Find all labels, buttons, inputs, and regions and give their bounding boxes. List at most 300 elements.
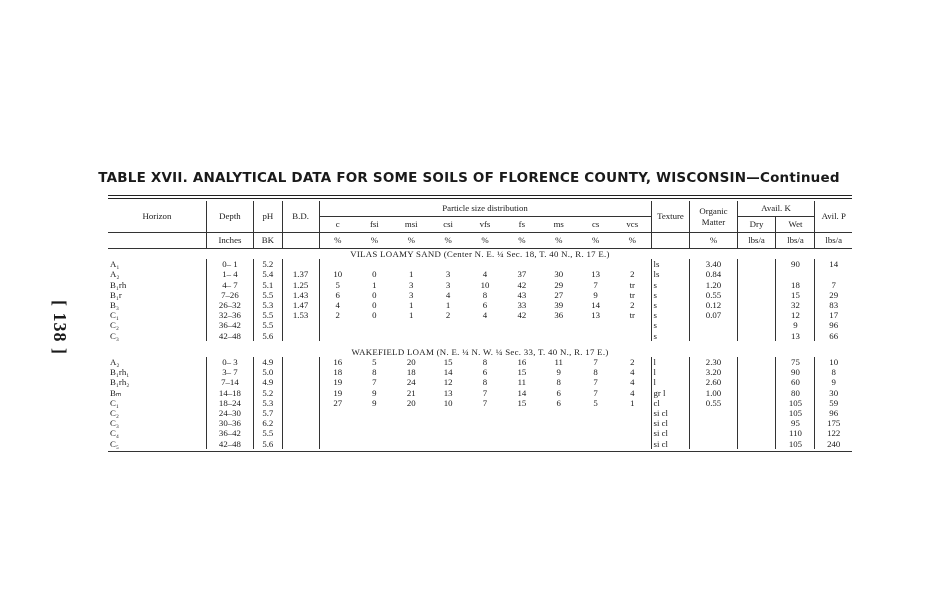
unit-texture (651, 233, 690, 249)
horizon-cell (108, 259, 206, 269)
psd-cell: 13 (591, 310, 600, 321)
psd-cell (503, 439, 540, 449)
p-cell: 8 (831, 367, 836, 378)
ph-cell: 5.5 (253, 310, 282, 320)
psd-cell (540, 439, 577, 449)
psd-cell (540, 320, 577, 330)
table-row (108, 290, 852, 300)
om-cell: 0.12 (690, 300, 737, 310)
col-ph: pH (253, 201, 282, 233)
p-cell: 17 (829, 310, 839, 321)
table-row (108, 418, 852, 428)
psd-cell (430, 418, 467, 428)
k-dry-cell (737, 367, 776, 377)
p-cell (815, 269, 852, 279)
psd-cell: 2 (614, 269, 651, 279)
psd-cell (393, 428, 430, 438)
depth-cell: 7–14 (206, 377, 253, 387)
psd-cell: 43 (517, 289, 527, 300)
psd-cell (356, 259, 393, 269)
horizon-name: C₁ (110, 310, 119, 321)
psd-cell (467, 428, 504, 438)
bd-cell: 1.47 (282, 300, 319, 310)
table-row (108, 388, 852, 398)
psd-cell: 1 (409, 269, 414, 280)
col-avail-k: Avail. K (737, 201, 815, 217)
psd-cell: 14 (443, 367, 453, 378)
horizon-name: A₁ (110, 259, 120, 270)
psd-cell (614, 331, 651, 341)
bd-cell (282, 259, 319, 269)
psd-cell: 19 (333, 387, 343, 398)
psd-cell: 10 (480, 279, 490, 290)
psd-cell: tr (614, 310, 651, 320)
bd-cell: 1.25 (282, 280, 319, 290)
psd-cell: 7 (482, 387, 488, 398)
om-cell: 2.30 (690, 357, 737, 367)
col-psd-fs: fs (503, 217, 540, 233)
bd-cell (282, 357, 319, 367)
psd-cell: 3 (409, 289, 414, 300)
psd-cell: tr (614, 280, 651, 290)
col-psd-cs: cs (577, 217, 614, 233)
horizon-cell (108, 290, 206, 300)
k-dry-cell (737, 300, 776, 310)
psd-cell (577, 428, 614, 438)
psd-cell: 4 (614, 377, 651, 387)
k-wet-cell: 105 (776, 408, 815, 418)
p-cell: 29 (829, 289, 839, 300)
ph-cell: 4.9 (253, 357, 282, 367)
om-cell (690, 428, 737, 438)
psd-cell: 42 (517, 310, 527, 321)
depth-cell: 4– 7 (206, 280, 253, 290)
psd-cell: 6 (482, 300, 488, 311)
texture-cell: si cl (651, 428, 690, 438)
depth-cell: 3– 7 (206, 367, 253, 377)
psd-cell: 27 (554, 289, 564, 300)
k-dry-cell (737, 377, 776, 387)
bd-cell (282, 408, 319, 418)
bd-cell (282, 377, 319, 387)
psd-cell (503, 331, 540, 341)
k-wet-cell: 18 (776, 280, 815, 290)
p-cell: 10 (829, 357, 839, 368)
psd-cell: 10 (443, 397, 453, 408)
col-psd-fsi: fsi (356, 217, 393, 233)
horizon-name: C₃ (110, 418, 119, 429)
horizon-cell (108, 428, 206, 438)
k-wet-cell: 80 (776, 388, 815, 398)
psd-cell: 12 (443, 377, 453, 388)
psd-cell: 8 (482, 377, 488, 388)
analytical-data-table (108, 201, 852, 452)
horizon-name: C₄ (110, 428, 119, 439)
horizon-name: A₂ (110, 269, 120, 280)
k-dry-cell (737, 408, 776, 418)
horizon-cell (108, 310, 206, 320)
psd-cell: 36 (554, 310, 564, 321)
om-cell: 3.20 (690, 367, 737, 377)
psd-cell (356, 331, 393, 341)
texture-cell: l (651, 377, 690, 387)
horizon-cell (108, 398, 206, 408)
psd-cell: 2 (614, 300, 651, 310)
psd-cell: 0 (372, 310, 377, 321)
psd-cell: 21 (406, 387, 416, 398)
horizon-name: B₁rh (110, 279, 127, 290)
om-cell: 1.20 (690, 280, 737, 290)
psd-cell (430, 320, 467, 330)
horizon-cell (108, 269, 206, 279)
ph-cell: 5.4 (253, 269, 282, 279)
bd-cell: 1.43 (282, 290, 319, 300)
table-row (108, 320, 852, 330)
table-row (108, 408, 852, 418)
unit-psd: % (393, 233, 430, 249)
ph-cell: 5.6 (253, 439, 282, 449)
psd-cell: 8 (482, 289, 488, 300)
psd-cell: 1 (372, 279, 377, 290)
psd-cell (614, 259, 651, 269)
k-dry-cell (737, 259, 776, 269)
om-cell: 2.60 (690, 377, 737, 387)
horizon-cell (108, 320, 206, 330)
psd-cell: 1 (409, 310, 414, 321)
unit-bd (282, 233, 319, 249)
psd-cell (430, 439, 467, 449)
bd-cell: 1.37 (282, 269, 319, 279)
texture-cell: gr l (651, 388, 690, 398)
psd-cell (467, 408, 504, 418)
depth-cell: 14–18 (206, 388, 253, 398)
horizon-cell (108, 357, 206, 367)
depth-cell: 30–36 (206, 418, 253, 428)
col-psd-vfs: vfs (467, 217, 504, 233)
top-rule-double (108, 198, 852, 199)
psd-cell: 15 (517, 397, 527, 408)
ph-cell: 5.1 (253, 280, 282, 290)
section-title-row (108, 347, 852, 357)
horizon-name: C₂ (110, 320, 119, 331)
psd-cell: 11 (517, 377, 527, 388)
psd-cell: 7 (593, 387, 598, 398)
psd-cell (319, 331, 356, 341)
k-wet-cell: 105 (776, 398, 815, 408)
psd-cell: 1 (614, 398, 651, 408)
horizon-name: C₃ (110, 330, 119, 341)
psd-cell (393, 408, 430, 418)
bd-cell (282, 367, 319, 377)
psd-cell (503, 418, 540, 428)
om-cell (690, 418, 737, 428)
k-wet-cell: 90 (776, 367, 815, 377)
psd-cell: 3 (445, 279, 451, 290)
k-dry-cell (737, 428, 776, 438)
psd-cell: 19 (333, 377, 343, 388)
texture-cell: si cl (651, 439, 690, 449)
depth-cell: 42–48 (206, 439, 253, 449)
ph-cell: 5.5 (253, 428, 282, 438)
p-cell: 30 (829, 387, 839, 398)
k-wet-cell (776, 269, 815, 279)
ph-cell: 6.2 (253, 418, 282, 428)
table-row (108, 300, 852, 310)
om-cell: 3.40 (690, 259, 737, 269)
horizon-cell (108, 331, 206, 341)
unit-om: % (690, 233, 737, 249)
horizon-name: C₅ (110, 438, 119, 449)
psd-cell: 7 (372, 377, 377, 388)
psd-cell: 5 (335, 279, 340, 290)
unit-p: lbs/a (815, 233, 852, 249)
psd-cell (467, 331, 504, 341)
unit-psd: % (467, 233, 504, 249)
k-wet-cell: 90 (776, 259, 815, 269)
psd-cell: 9 (372, 397, 377, 408)
psd-cell: 0 (372, 269, 377, 280)
k-dry-cell (737, 290, 776, 300)
unit-psd: % (577, 233, 614, 249)
psd-cell (393, 259, 430, 269)
col-psd-group: Particle size distribution (319, 201, 651, 217)
psd-cell: 39 (554, 300, 564, 311)
psd-cell: 4 (335, 300, 340, 311)
k-wet-cell: 105 (776, 439, 815, 449)
psd-cell: 8 (482, 357, 488, 368)
bd-cell (282, 320, 319, 330)
unit-horizon (108, 233, 206, 249)
om-cell: 0.55 (690, 398, 737, 408)
bd-cell (282, 398, 319, 408)
p-cell: 59 (829, 397, 839, 408)
col-k-wet: Wet (776, 217, 815, 233)
texture-cell: s (651, 320, 690, 330)
unit-psd: % (430, 233, 467, 249)
psd-cell: 3 (445, 269, 451, 280)
psd-cell: 15 (517, 367, 527, 378)
psd-cell: 2 (335, 310, 340, 321)
k-dry-cell (737, 280, 776, 290)
psd-cell: 29 (554, 279, 564, 290)
psd-cell (319, 320, 356, 330)
depth-cell: 18–24 (206, 398, 253, 408)
col-k-dry: Dry (737, 217, 776, 233)
om-cell (690, 439, 737, 449)
psd-cell: 0 (372, 300, 377, 311)
col-organic-matter: Organic Matter (690, 201, 737, 233)
horizon-cell (108, 280, 206, 290)
psd-cell: 6 (335, 289, 340, 300)
psd-cell (467, 439, 504, 449)
p-cell: 96 (829, 408, 839, 419)
unit-psd: % (540, 233, 577, 249)
k-wet-cell: 32 (776, 300, 815, 310)
psd-cell: 24 (406, 377, 416, 388)
psd-cell: 4 (445, 289, 451, 300)
table-title: TABLE XVII. ANALYTICAL DATA FOR SOME SOILS OF FLORENCE COUNTY, WISCONSIN—Continued (98, 170, 840, 186)
psd-cell (319, 259, 356, 269)
ph-cell: 5.3 (253, 398, 282, 408)
table-row (108, 377, 852, 387)
psd-cell: 7 (482, 397, 488, 408)
psd-cell (356, 408, 393, 418)
psd-cell: 4 (614, 367, 651, 377)
k-wet-cell: 75 (776, 357, 815, 367)
ph-cell: 5.6 (253, 331, 282, 341)
psd-cell: 11 (554, 357, 563, 368)
unit-ph: BK (253, 233, 282, 249)
om-cell (690, 320, 737, 330)
psd-cell (614, 428, 651, 438)
depth-cell: 36–42 (206, 320, 253, 330)
table-row (108, 259, 852, 269)
psd-cell (577, 418, 614, 428)
om-cell: 0.07 (690, 310, 737, 320)
col-bd: B.D. (282, 201, 319, 233)
psd-cell: 14 (591, 300, 600, 311)
texture-cell: cl (651, 398, 690, 408)
bottom-rule-cell (108, 449, 852, 452)
horizon-cell (108, 388, 206, 398)
unit-psd: % (356, 233, 393, 249)
k-wet-cell: 60 (776, 377, 815, 387)
ph-cell: 5.5 (253, 320, 282, 330)
psd-cell (614, 439, 651, 449)
unit-k-wet: lbs/a (776, 233, 815, 249)
k-wet-cell: 13 (776, 331, 815, 341)
psd-cell: 4 (482, 269, 488, 280)
horizon-cell (108, 408, 206, 418)
k-wet-cell: 95 (776, 418, 815, 428)
psd-cell: 6 (556, 397, 561, 408)
table-row (108, 357, 852, 367)
k-dry-cell (737, 269, 776, 279)
horizon-cell (108, 418, 206, 428)
p-cell: 240 (827, 438, 841, 449)
psd-cell (467, 259, 504, 269)
k-dry-cell (737, 418, 776, 428)
psd-cell: 14 (517, 387, 527, 398)
p-cell: 14 (829, 259, 839, 270)
psd-cell: 33 (517, 300, 527, 311)
psd-cell (467, 320, 504, 330)
horizon-name: C₂ (110, 408, 119, 419)
table-row (108, 310, 852, 320)
col-avil-p: Avil. P (815, 201, 852, 233)
psd-cell: 16 (517, 357, 527, 368)
psd-cell: 42 (517, 279, 527, 290)
psd-cell (503, 320, 540, 330)
table-row (108, 367, 852, 377)
psd-cell (503, 259, 540, 269)
psd-cell: 4 (482, 310, 488, 321)
psd-cell (430, 259, 467, 269)
k-dry-cell (737, 320, 776, 330)
k-wet-cell: 12 (776, 310, 815, 320)
psd-cell (614, 320, 651, 330)
depth-cell: 24–30 (206, 408, 253, 418)
psd-cell: 9 (372, 387, 377, 398)
k-dry-cell (737, 357, 776, 367)
psd-cell (393, 320, 430, 330)
psd-cell: 3 (409, 279, 414, 290)
bd-cell (282, 428, 319, 438)
psd-cell: 7 (593, 377, 598, 388)
psd-cell: 1 (445, 300, 451, 311)
unit-depth: Inches (206, 233, 253, 249)
horizon-cell (108, 439, 206, 449)
psd-cell: 37 (517, 269, 527, 280)
psd-cell: 7 (593, 279, 598, 290)
ph-cell: 5.2 (253, 388, 282, 398)
psd-cell: 20 (406, 397, 416, 408)
psd-cell: 5 (593, 397, 598, 408)
depth-cell: 1– 4 (206, 269, 253, 279)
bd-cell: 1.53 (282, 310, 319, 320)
psd-cell (393, 331, 430, 341)
horizon-name: Bₘ (110, 387, 122, 398)
col-psd-c: c (319, 217, 356, 233)
bd-cell (282, 388, 319, 398)
table-row (108, 428, 852, 438)
unit-psd: % (503, 233, 540, 249)
horizon-name: C₁ (110, 397, 119, 408)
psd-cell: 18 (333, 367, 343, 378)
k-dry-cell (737, 439, 776, 449)
psd-cell: 2 (614, 357, 651, 367)
om-cell (690, 408, 737, 418)
p-cell: 7 (831, 279, 836, 290)
psd-cell (319, 408, 356, 418)
psd-cell: 6 (482, 367, 488, 378)
section-title: WAKEFIELD LOAM (N. E. ¼ N. W. ¼ Sec. 33, T. 40 N., R. 17 E.) (351, 346, 609, 357)
psd-cell (577, 331, 614, 341)
psd-cell: 9 (593, 289, 598, 300)
psd-cell (319, 418, 356, 428)
horizon-name: B₁rh₁ (110, 367, 130, 378)
psd-cell (356, 428, 393, 438)
depth-cell: 0– 3 (206, 357, 253, 367)
k-wet-cell: 9 (776, 320, 815, 330)
depth-cell: 7–26 (206, 290, 253, 300)
psd-cell (540, 408, 577, 418)
psd-cell (503, 428, 540, 438)
psd-cell: 2 (445, 310, 451, 321)
table-row (108, 280, 852, 290)
p-cell: 175 (827, 418, 841, 429)
psd-cell (614, 418, 651, 428)
k-dry-cell (737, 310, 776, 320)
texture-cell: s (651, 280, 690, 290)
depth-cell: 26–32 (206, 300, 253, 310)
depth-cell: 32–36 (206, 310, 253, 320)
psd-cell (356, 439, 393, 449)
psd-cell: 30 (554, 269, 564, 280)
psd-cell: 1 (409, 300, 414, 311)
p-cell: 66 (829, 330, 839, 341)
page-number: [ 138 ] (50, 300, 70, 355)
ph-cell: 5.3 (253, 300, 282, 310)
horizon-cell (108, 377, 206, 387)
psd-cell (503, 408, 540, 418)
psd-cell (430, 428, 467, 438)
horizon-cell (108, 367, 206, 377)
depth-cell: 42–48 (206, 331, 253, 341)
section-title-row (108, 249, 852, 260)
psd-cell (319, 428, 356, 438)
unit-k-dry: lbs/a (737, 233, 776, 249)
